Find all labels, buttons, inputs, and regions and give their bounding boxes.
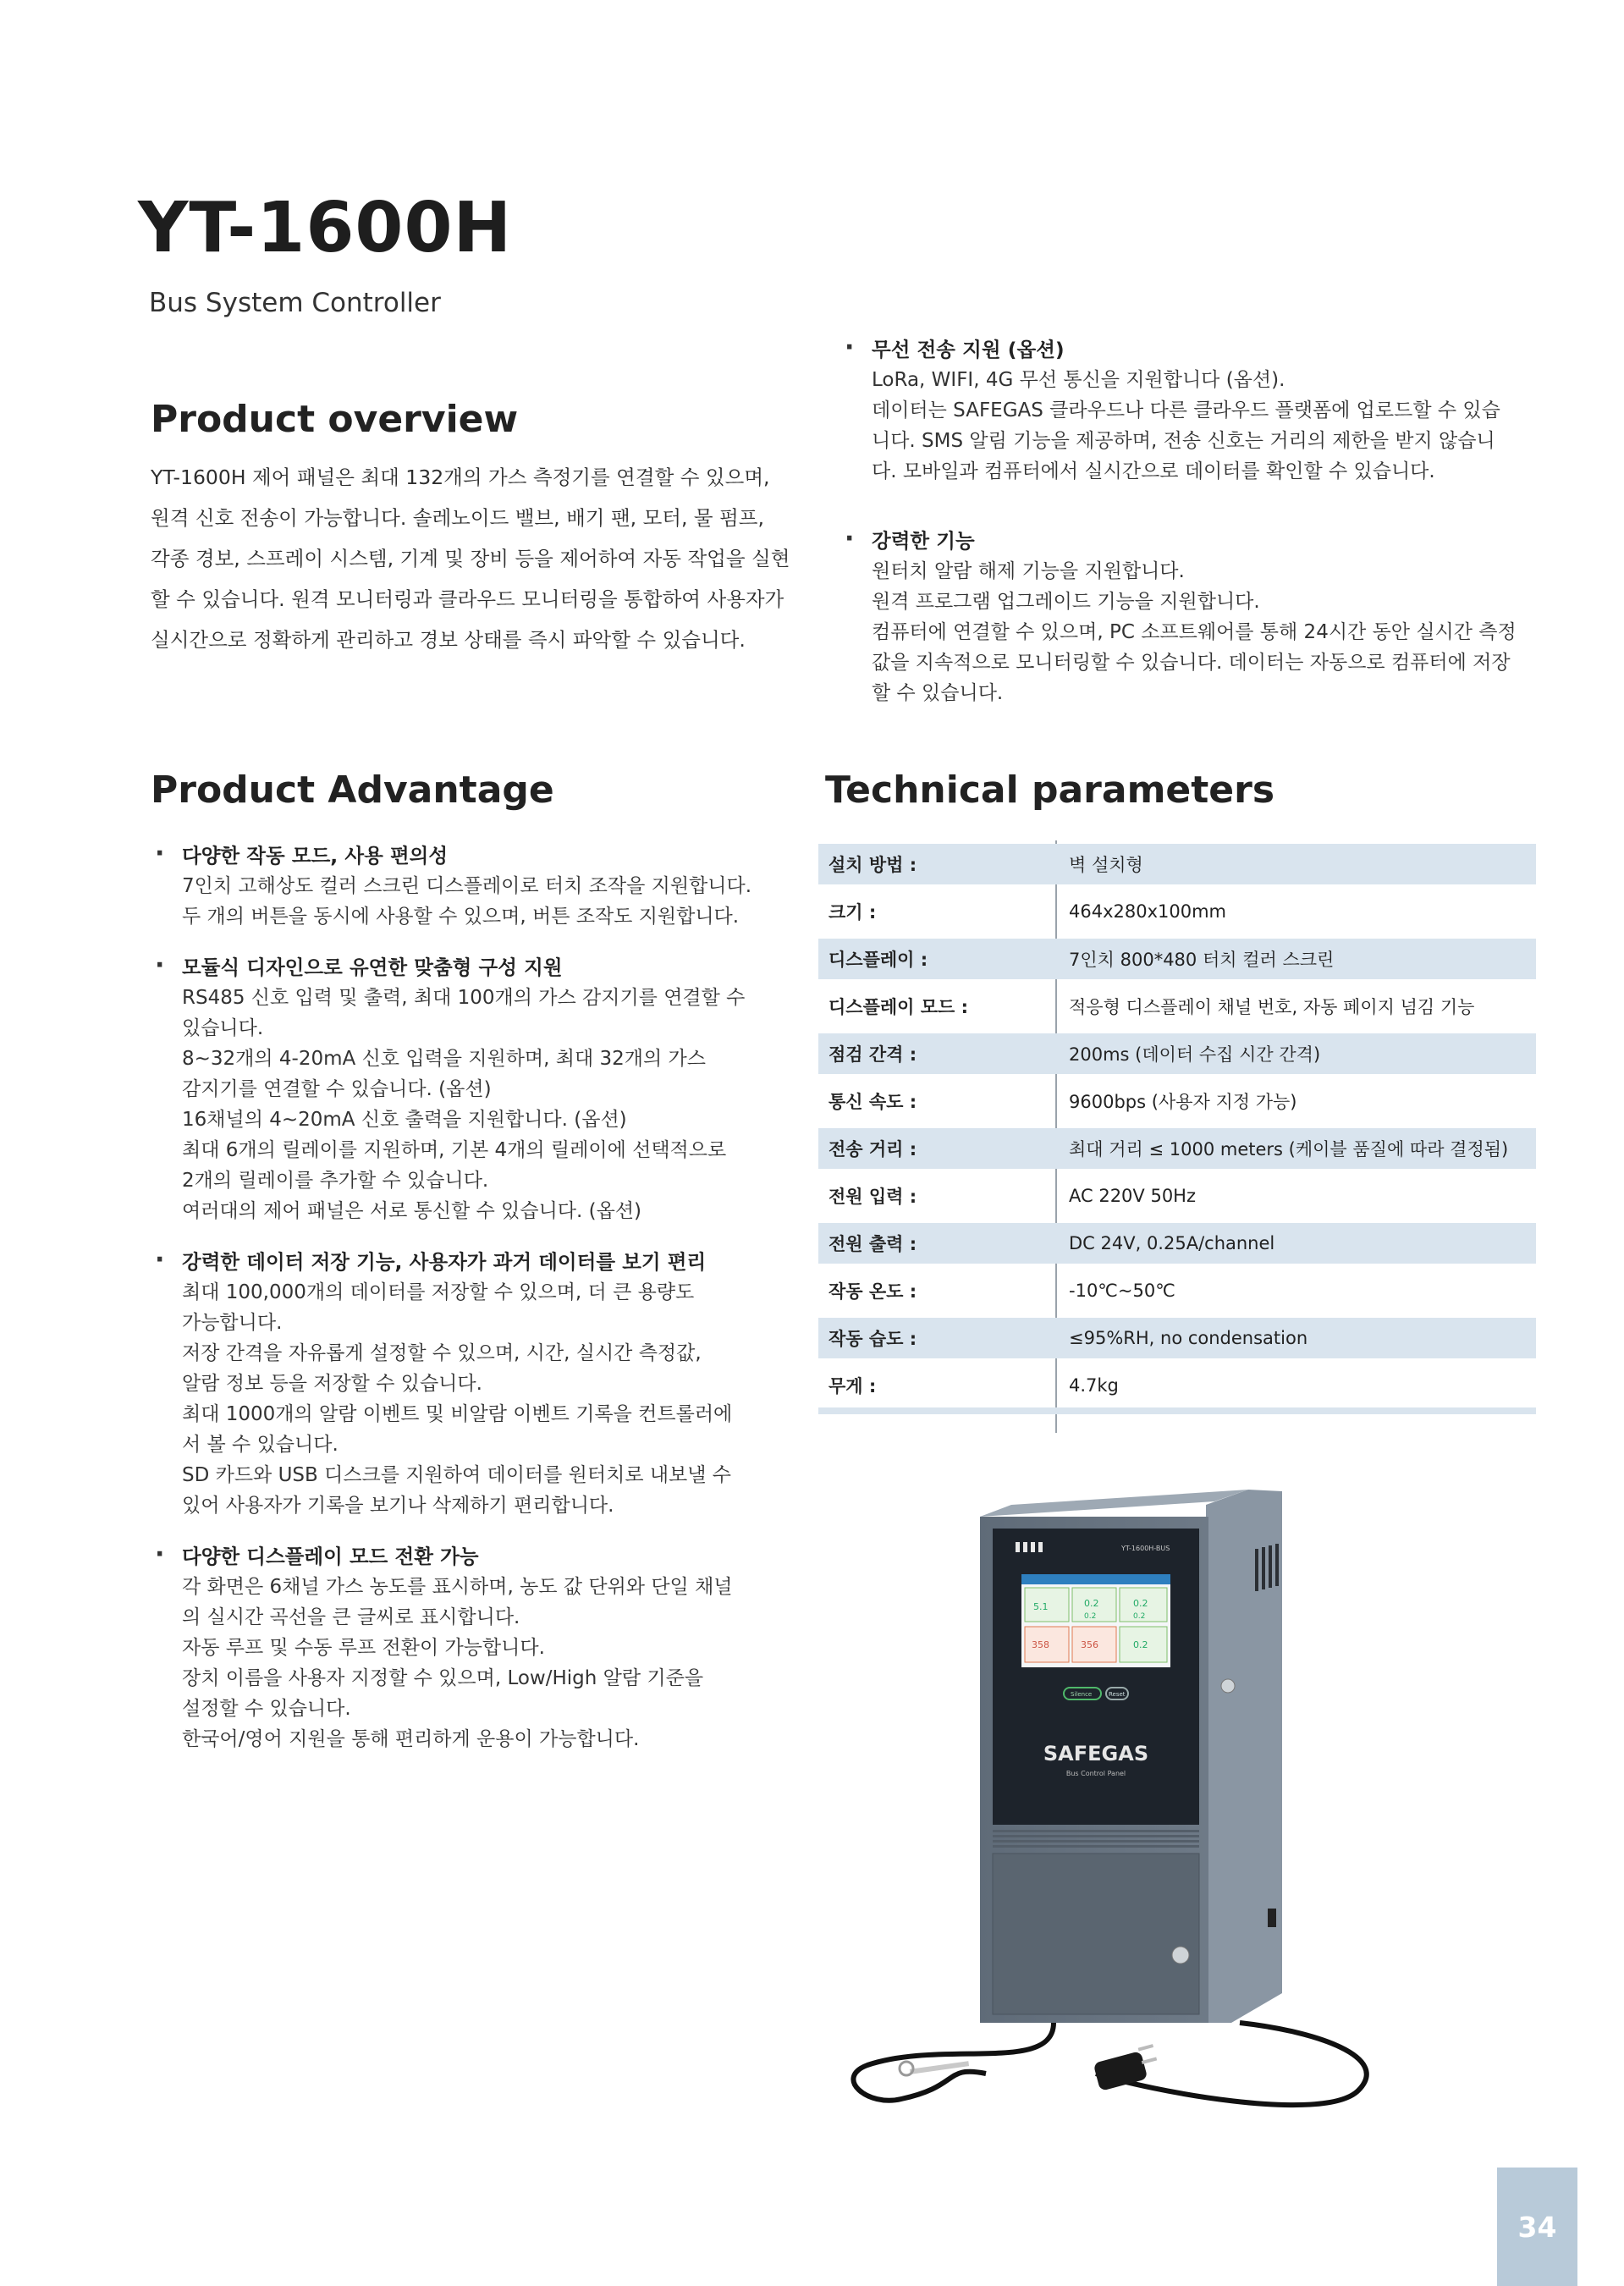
advantage-line: 2개의 릴레이를 추가할 수 있습니다.: [182, 1170, 489, 1192]
brand-subtitle: Bus Control Panel: [1065, 1770, 1126, 1777]
advantage-item-heading: · 강력한 데이터 저장 기능, 사용자가 과거 데이터를 보기 편리: [182, 1250, 707, 1274]
table-row: [818, 1128, 1536, 1169]
param-value: DC 24V, 0.25A/channel: [1069, 1233, 1275, 1253]
advantage-item: [155, 840, 798, 932]
overview-paragraph: [151, 457, 811, 660]
param-value: ≤95%RH, no condensation: [1069, 1328, 1308, 1348]
param-value: 벽 설치형: [1069, 855, 1143, 875]
screen-value: 0.2: [1133, 1639, 1148, 1650]
screen-value: 356: [1081, 1639, 1098, 1650]
feature-item: [845, 334, 1539, 487]
param-key: 디스플레이 :: [829, 950, 928, 970]
brand-logo-text: SAFEGAS: [1043, 1742, 1149, 1765]
overview-heading: Product overview: [151, 398, 519, 441]
advantage-line: 8~32개의 4-20mA 신호 입력을 지원하며, 최대 32개의 가스: [182, 1048, 706, 1070]
advantage-line: RS485 신호 입력 및 출력, 최대 100개의 가스 감지기를 연결할 수: [182, 987, 746, 1009]
display-panel: [993, 1529, 1199, 1825]
advantage-line: 서 볼 수 있습니다.: [182, 1434, 339, 1456]
screen-value: 0.2: [1084, 1612, 1097, 1621]
page-number: 34: [1497, 2168, 1577, 2286]
table-row: [818, 891, 1536, 932]
overview-line: 각종 경보, 스프레이 시스템, 기계 및 장비 등을 제어하여 자동 작업을 실현: [151, 547, 790, 570]
param-key: 점검 간격 :: [829, 1044, 917, 1065]
param-value: 200ms (데이터 수집 시간 간격): [1069, 1044, 1321, 1065]
screen-value: 0.2: [1084, 1598, 1099, 1609]
feature-item: [845, 526, 1539, 708]
param-key: 통신 속도 :: [829, 1092, 917, 1112]
advantage-line: 장치 이름을 사용자 지정할 수 있으며, Low/High 알람 기준을: [182, 1667, 704, 1689]
screen-value: 0.2: [1133, 1598, 1148, 1609]
advantage-line: 저장 간격을 자유롭게 설정할 수 있으며, 시간, 실시간 측정값,: [182, 1342, 702, 1364]
advantage-item: [155, 1541, 798, 1754]
param-key: 크기 :: [829, 902, 877, 923]
advantage-line: 의 실시간 곡선을 큰 글씨로 표시합니다.: [182, 1606, 520, 1628]
screen-value: 5.1: [1033, 1601, 1049, 1612]
screen-value: 358: [1032, 1639, 1049, 1650]
param-value: 7인치 800*480 터치 컬러 스크린: [1069, 950, 1335, 970]
table-row: [818, 1176, 1536, 1216]
param-value: 9600bps (사용자 지정 가능): [1069, 1092, 1297, 1112]
table-row: [818, 1033, 1536, 1074]
silence-button-label: Silence: [1071, 1691, 1093, 1698]
advantage-line: 있어 사용자가 기록을 보기나 삭제하기 편리합니다.: [182, 1495, 614, 1517]
table-row: [818, 844, 1536, 884]
table-bottom-bar: [818, 1407, 1536, 1414]
feature-line: 할 수 있습니다.: [872, 682, 1004, 704]
table-row: [818, 1318, 1536, 1358]
param-value: 464x280x100mm: [1069, 901, 1227, 922]
overview-line: 실시간으로 정확하게 관리하고 경보 상태를 즉시 파악할 수 있습니다.: [151, 628, 746, 652]
advantage-line: 가능합니다.: [182, 1312, 283, 1334]
table-row: [818, 939, 1536, 979]
param-value: -10℃~50℃: [1069, 1281, 1175, 1301]
advantage-item-heading: · 모듈식 디자인으로 유연한 맞춤형 구성 지원: [182, 956, 563, 979]
power-plug-icon: [1093, 2044, 1158, 2091]
key-lock-icon: [1172, 1947, 1189, 1964]
advantage-item-heading: · 다양한 작동 모드, 사용 편의성: [182, 844, 449, 868]
side-lock-icon: [1221, 1679, 1235, 1693]
feature-line: 값을 지속적으로 모니터링할 수 있습니다. 데이터는 자동으로 컴퓨터에 저장: [872, 652, 1511, 674]
advantage-line: 최대 1000개의 알람 이벤트 및 비알람 이벤트 기록을 컨트롤러에: [182, 1403, 733, 1425]
table-row: [818, 986, 1536, 1027]
page-subtitle: Bus System Controller: [149, 288, 441, 318]
feature-list: [845, 334, 1539, 747]
feature-heading: · 강력한 기능: [872, 529, 975, 553]
advantage-heading: Product Advantage: [151, 768, 554, 812]
advantage-item: [155, 1247, 798, 1521]
advantage-item: [155, 952, 798, 1226]
advantage-line: 최대 100,000개의 데이터를 저장할 수 있으며, 더 큰 용량도: [182, 1281, 695, 1303]
feature-line: 원격 프로그램 업그레이드 기능을 지원합니다.: [872, 591, 1260, 613]
advantage-line: 한국어/영어 지원을 통해 편리하게 운용이 가능합니다.: [182, 1728, 640, 1750]
feature-line: 컴퓨터에 연결할 수 있으며, PC 소프트웨어를 통해 24시간 동안 실시간 측정: [872, 621, 1517, 643]
product-image: [842, 1481, 1418, 2124]
advantage-item-heading: · 다양한 디스플레이 모드 전환 가능: [182, 1545, 479, 1568]
advantage-line: 여러대의 제어 패널은 서로 통신할 수 있습니다. (옵션): [182, 1200, 642, 1222]
advantage-line: 16채널의 4~20mA 신호 출력을 지원합니다. (옵션): [182, 1109, 627, 1131]
feature-line: LoRa, WIFI, 4G 무선 통신을 지원합니다 (옵션).: [872, 369, 1285, 391]
technical-table: [818, 844, 1536, 1413]
feature-heading: · 무선 전송 지원 (옵션): [872, 338, 1065, 361]
feature-line: 데이터는 SAFEGAS 클라우드나 다른 클라우드 플랫폼에 업로드할 수 있습: [872, 399, 1500, 421]
advantage-line: 각 화면은 6채널 가스 농도를 표시하며, 농도 값 단위와 단일 채널: [182, 1576, 733, 1598]
screen-value: 0.2: [1133, 1612, 1146, 1621]
advantage-line: 있습니다.: [182, 1017, 264, 1039]
advantage-line: 7인치 고해상도 컬러 스크린 디스플레이로 터치 조작을 지원합니다.: [182, 875, 752, 897]
advantage-line: 알람 정보 등을 저장할 수 있습니다.: [182, 1373, 482, 1395]
reset-button-label: Reset: [1109, 1691, 1126, 1698]
param-key: 디스플레이 모드 :: [829, 997, 969, 1017]
param-key: 작동 온도 :: [829, 1281, 917, 1302]
advantage-line: 자동 루프 및 수동 루프 전환이 가능합니다.: [182, 1637, 545, 1659]
param-key: 무게 :: [829, 1376, 877, 1396]
param-key: 전송 거리 :: [829, 1139, 917, 1160]
table-row: [818, 1365, 1536, 1406]
overview-line: YT-1600H 제어 패널은 최대 132개의 가스 측정기를 연결할 수 있으며,: [151, 465, 770, 489]
lower-door: [993, 1854, 1199, 2014]
feature-line: 원터치 알람 해제 기능을 지원합니다.: [872, 560, 1185, 582]
advantage-line: 설정할 수 있습니다.: [182, 1698, 351, 1720]
overview-line: 원격 신호 전송이 가능합니다. 솔레노이드 밸브, 배기 팬, 모터, 물 펌프,: [151, 506, 764, 530]
param-value: 최대 거리 ≤ 1000 meters (케이블 품질에 따라 결정됨): [1069, 1139, 1509, 1160]
advantage-line: 두 개의 버튼을 동시에 사용할 수 있으며, 버튼 조작도 지원합니다.: [182, 906, 740, 928]
param-value: 적응형 디스플레이 채널 번호, 자동 페이지 넘김 기능: [1069, 997, 1475, 1017]
param-key: 전원 입력 :: [829, 1187, 917, 1207]
param-key: 설치 방법 :: [829, 855, 917, 875]
table-row: [818, 1081, 1536, 1121]
param-key: 작동 습도 :: [829, 1329, 917, 1349]
advantage-line: 감지기를 연결할 수 있습니다. (옵션): [182, 1078, 492, 1100]
feature-line: 다. 모바일과 컴퓨터에서 실시간으로 데이터를 확인할 수 있습니다.: [872, 460, 1435, 482]
power-switch-icon: [1268, 1909, 1276, 1927]
advantage-line: SD 카드와 USB 디스크를 지원하여 데이터를 원터치로 내보낼 수: [182, 1464, 732, 1486]
table-row: [818, 1223, 1536, 1264]
param-value: 4.7kg: [1069, 1375, 1119, 1396]
param-key: 전원 출력 :: [829, 1234, 917, 1254]
feature-line: 니다. SMS 알림 기능을 제공하며, 전송 신호는 거리의 제한을 받지 않습니: [872, 430, 1495, 452]
technical-heading: Technical parameters: [825, 768, 1275, 812]
page-title: YT-1600H: [138, 188, 513, 268]
advantage-line: 최대 6개의 릴레이를 지원하며, 기본 4개의 릴레이에 선택적으로: [182, 1139, 727, 1161]
model-label: YT-1600H-BUS: [1121, 1545, 1170, 1552]
overview-line: 할 수 있습니다. 원격 모니터링과 클라우드 모니터링을 통합하여 사용자가: [151, 587, 784, 611]
param-value: AC 220V 50Hz: [1069, 1186, 1196, 1206]
table-row: [818, 1270, 1536, 1311]
advantage-list: [155, 840, 798, 1775]
